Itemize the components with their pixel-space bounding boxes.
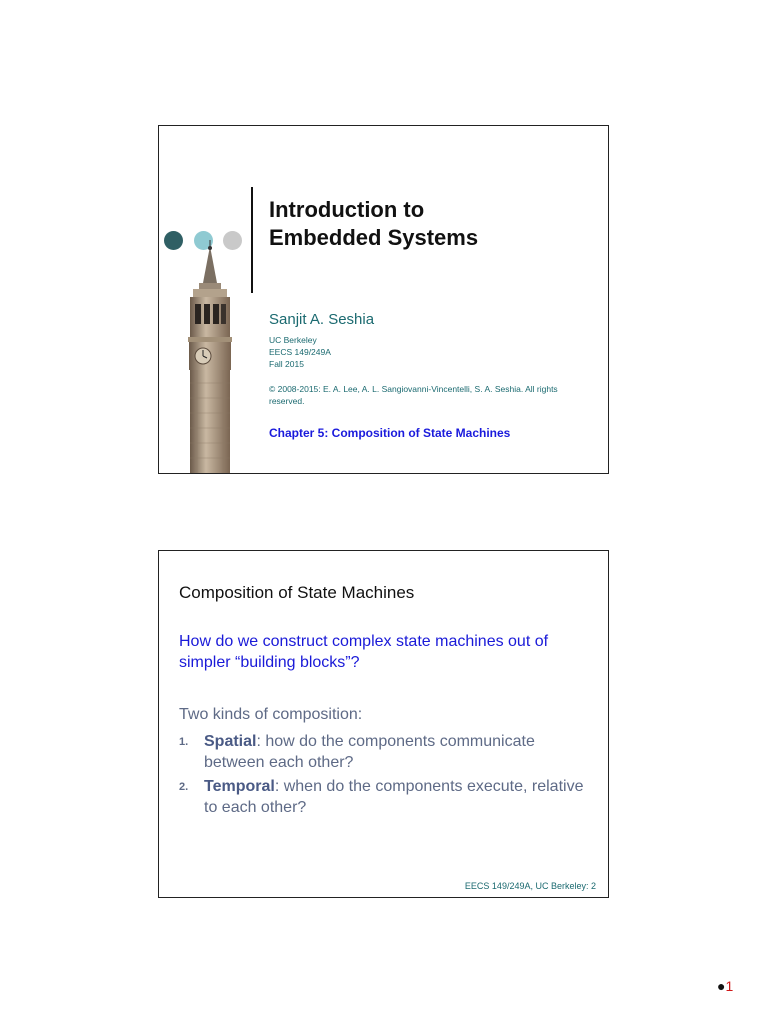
slide-title: Composition of State Machines	[179, 583, 415, 602]
list-text: : how do the components communicate between each other?	[204, 733, 535, 771]
term: Fall 2015	[269, 359, 304, 369]
page-number	[717, 978, 733, 994]
list-keyword: Temporal	[204, 778, 275, 795]
page-bullet: ●	[717, 978, 726, 994]
content-slide	[158, 550, 609, 898]
list-item	[179, 776, 599, 818]
copyright-notice: © 2008-2015: E. A. Lee, A. L. Sangiovanni-Vincentelli, S. A. Seshia. All rights reserved.	[269, 384, 558, 406]
composition-list	[179, 731, 599, 821]
list-keyword: Spatial	[204, 733, 257, 750]
key-question: How do we construct complex state machines out of simpler “building blocks”?	[179, 633, 549, 671]
title-line-2: Embedded Systems	[269, 225, 479, 250]
page-number-value: 1	[725, 978, 734, 994]
title-slide	[158, 125, 609, 474]
slide-title	[269, 196, 599, 252]
list-number: 2.	[179, 781, 189, 793]
list-text: : when do the components execute, relative to each other?	[204, 778, 584, 816]
affiliation: UC Berkeley	[269, 335, 317, 345]
course-code: EECS 149/249A	[269, 347, 331, 357]
title-line-1: Introduction to	[269, 197, 425, 222]
list-intro: Two kinds of composition:	[179, 706, 363, 723]
campanile-tower-image	[181, 238, 239, 473]
chapter-title: Chapter 5: Composition of State Machines	[269, 426, 511, 440]
slide-footer: EECS 149/249A, UC Berkeley: 2	[464, 881, 596, 891]
author-name: Sanjit A. Seshia	[269, 311, 375, 328]
list-number: 1.	[179, 736, 189, 748]
list-item	[179, 731, 599, 773]
title-divider	[251, 187, 253, 293]
